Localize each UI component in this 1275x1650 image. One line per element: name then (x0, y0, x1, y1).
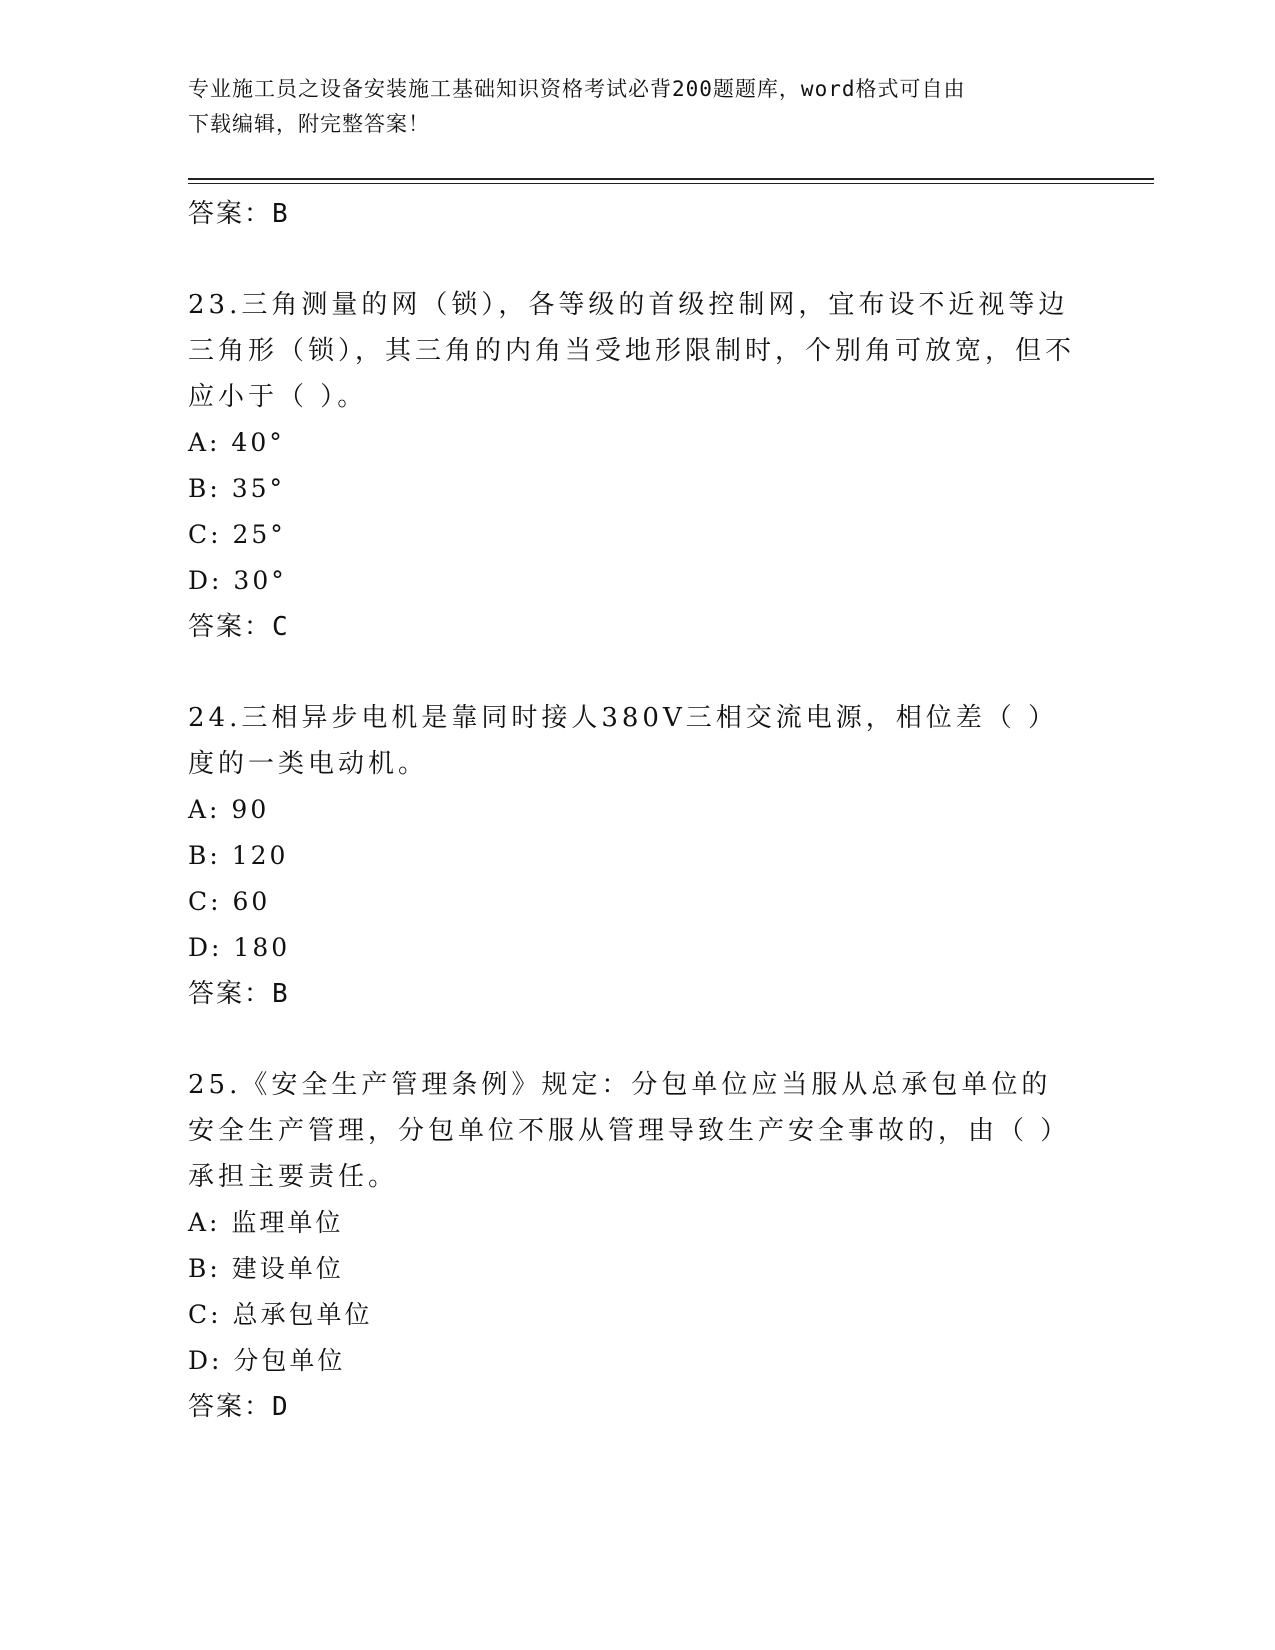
question-text: 24.三相异步电机是靠同时接人380V三相交流电源，相位差（ ）度的一类电动机。 (188, 703, 1059, 779)
option-b: B: 建设单位 (188, 1254, 344, 1283)
option-c: C: 60 (188, 887, 271, 916)
option-b: B: 35° (188, 474, 286, 503)
answer-line: 答案：B (188, 979, 290, 1009)
option-c: C: 25° (188, 520, 286, 549)
option-d: D: 180 (188, 933, 291, 962)
option-b: B: 120 (188, 841, 289, 870)
option-c: C: 总承包单位 (188, 1300, 373, 1329)
header-line-2: 下载编辑，附完整答案！ (188, 112, 430, 136)
question-block-23 (188, 282, 1088, 650)
question-text: 25.《安全生产管理条例》规定：分包单位应当服从总承包单位的安全生产管理，分包单位不服从管理导致生产安全事故的，由（ ）承担主要责任。 (188, 1070, 1071, 1192)
option-d: D: 30° (188, 566, 287, 595)
header-divider-thick (188, 178, 1154, 180)
answer-line: 答案：D (188, 1392, 290, 1422)
header-divider-thin (188, 183, 1154, 184)
option-a: A: 40° (188, 428, 285, 457)
previous-answer: 答案：B (188, 199, 290, 229)
answer-line: 答案：C (188, 612, 290, 642)
option-a: A: 90 (188, 795, 270, 824)
question-block-24 (188, 695, 1088, 1017)
question-text: 23.三角测量的网（锁），各等级的首级控制网，宜布设不近视等边三角形（锁），其三角的内角当受地形限制时，个别角可放宽，但不应小于（ ）。 (188, 290, 1076, 412)
option-a: A: 监理单位 (188, 1208, 344, 1237)
header-line-1: 专业施工员之设备安装施工基础知识资格考试必背200题题库，word格式可自由 (188, 77, 966, 101)
question-block-25 (188, 1062, 1088, 1430)
question-list (188, 187, 1088, 1430)
page-header (188, 72, 1088, 142)
option-d: D: 分包单位 (188, 1346, 346, 1375)
